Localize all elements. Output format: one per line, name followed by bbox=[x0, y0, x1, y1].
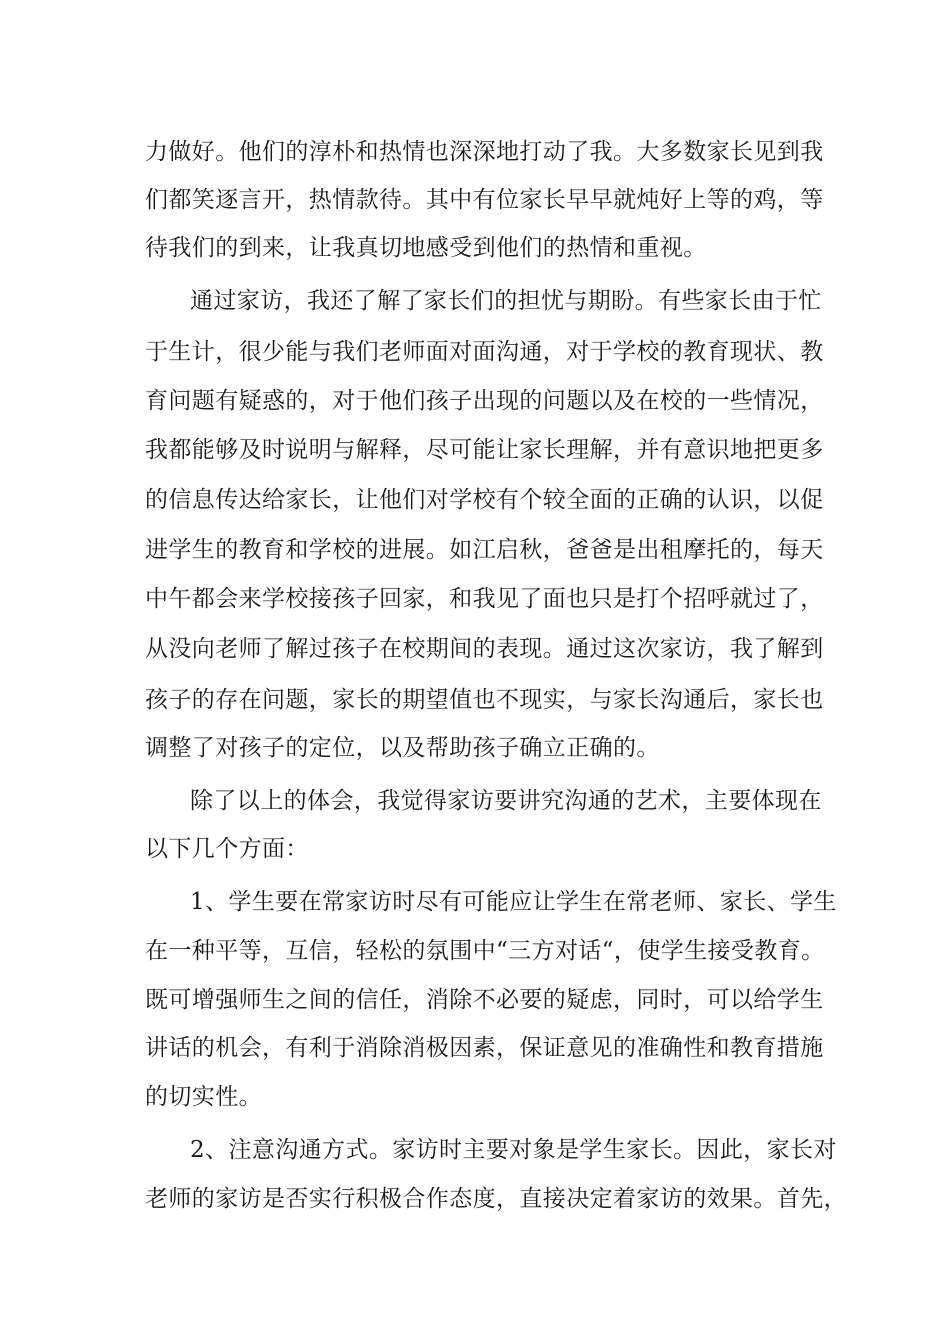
text-line: 我都能够及时说明与解释，尽可能让家长理解，并有意识地把更多 bbox=[145, 437, 824, 463]
text-line: 们都笑逐言开，热情款待。其中有位家长早早就炖好上等的鸡，等 bbox=[145, 187, 824, 213]
paragraph-first-line: 2、注意沟通方式。家访时主要对象是学生家长。因此，家长对 bbox=[190, 1137, 837, 1163]
text-line: 孩子的存在问题，家长的期望值也不现实，与家长沟通后，家长也 bbox=[145, 687, 824, 713]
paragraph-first-line: 通过家访，我还了解了家长们的担忧与期盼。有些家长由于忙 bbox=[190, 288, 822, 314]
text-line: 育问题有疑惑的，对于他们孩子出现的问题以及在校的一些情况， bbox=[145, 388, 824, 414]
text-line: 从没向老师了解过孩子在校期间的表现。通过这次家访，我了解到 bbox=[145, 636, 824, 662]
text-line: 讲话的机会，有利于消除消极因素，保证意见的准确性和教育措施 bbox=[145, 1035, 824, 1061]
text-line: 老师的家访是否实行积极合作态度，直接决定着家访的效果。首先， bbox=[145, 1186, 847, 1212]
paragraph-first-line: 除了以上的体会，我觉得家访要讲究沟通的艺术，主要体现在 bbox=[190, 788, 822, 814]
text-line: 中午都会来学校接孩子回家，和我见了面也只是打个招呼就过了， bbox=[145, 586, 824, 612]
text-line: 的信息传达给家长，让他们对学校有个较全面的正确的认识，以促 bbox=[145, 487, 824, 513]
text-line: 进学生的教育和学校的进展。如江启秋，爸爸是出租摩托的，每天 bbox=[145, 537, 824, 563]
text-line: 在一种平等，互信，轻松的氛围中“三方对话“，使学生接受教育。 bbox=[145, 938, 825, 964]
text-line: 既可增强师生之间的信任，消除不必要的疑虑，同时，可以给学生 bbox=[145, 987, 824, 1013]
text-line: 力做好。他们的淳朴和热情也深深地打动了我。大多数家长见到我 bbox=[145, 139, 824, 165]
text-line: 的切实性。 bbox=[145, 1084, 262, 1110]
paragraph-first-line: 1、学生要在常家访时尽有可能应让学生在常老师、家长、学生 bbox=[190, 889, 837, 915]
text-line: 待我们的到来，让我真切地感受到他们的热情和重视。 bbox=[145, 235, 707, 261]
text-line: 调整了对孩子的定位，以及帮助孩子确立正确的。 bbox=[145, 735, 660, 761]
text-line: 于生计，很少能与我们老师面对面沟通，对于学校的教育现状、教 bbox=[145, 339, 824, 365]
text-line: 以下几个方面： bbox=[145, 836, 309, 862]
